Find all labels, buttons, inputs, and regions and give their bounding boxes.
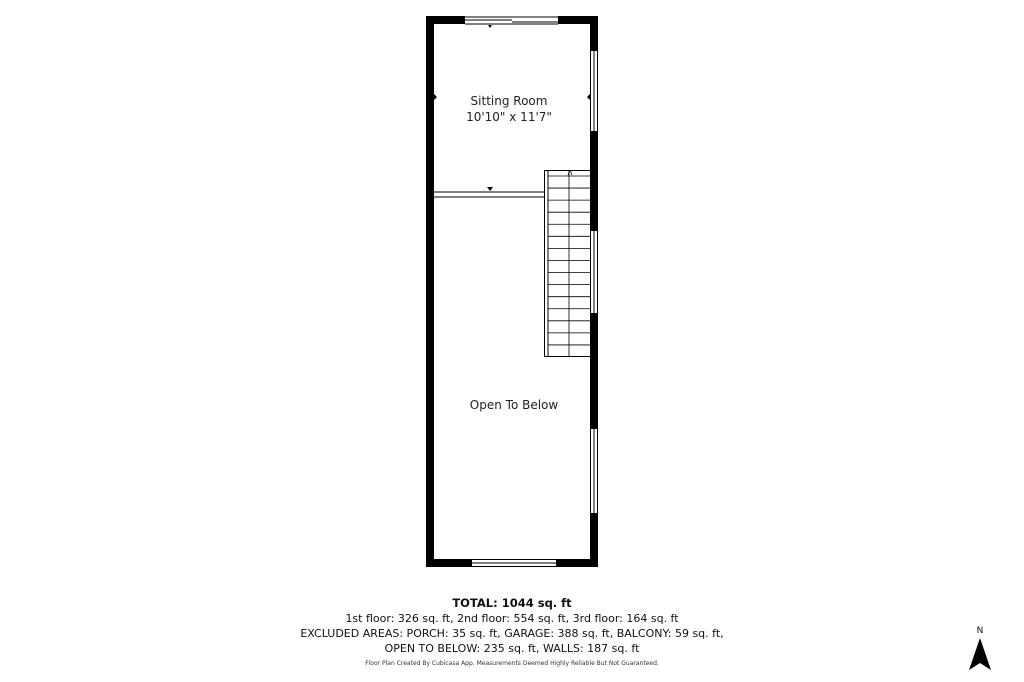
compass: [964, 626, 996, 672]
right-window-3: [590, 428, 598, 514]
right-window-1: [590, 50, 598, 132]
room-dimensions-sitting-room: 10'10" x 11'7": [466, 110, 552, 124]
bottom-window: [471, 559, 557, 567]
dimension-marker-right: [587, 94, 590, 100]
floor-areas: 1st floor: 326 sq. ft, 2nd floor: 554 sq. ft, 3rd floor: 164 sq. ft: [345, 612, 679, 625]
total-area: TOTAL: 1044 sq. ft: [452, 596, 572, 610]
open-below-walls: OPEN TO BELOW: 235 sq. ft, WALLS: 187 sq. ft: [384, 642, 640, 655]
disclaimer: Floor Plan Created By Cubicasa App. Measurements Deemed Highly Reliable But Not Guaranteed.: [365, 660, 659, 667]
compass-label: N: [976, 626, 984, 636]
area-summary: [0, 596, 1024, 669]
left-wall: [426, 16, 434, 567]
room-divider: [434, 192, 546, 197]
staircase: [545, 170, 591, 357]
dimension-marker-left: [434, 94, 437, 100]
room-name-sitting-room: Sitting Room: [470, 94, 548, 108]
dimension-marker-bottom: [487, 187, 493, 191]
excluded-areas: EXCLUDED AREAS: PORCH: 35 sq. ft, GARAGE: 388 sq. ft, BALCONY: 59 sq. ft,: [300, 627, 724, 640]
room-name-open-to-below: Open To Below: [469, 398, 559, 412]
right-window-2: [590, 230, 598, 314]
top-sliding-door: [465, 16, 558, 28]
